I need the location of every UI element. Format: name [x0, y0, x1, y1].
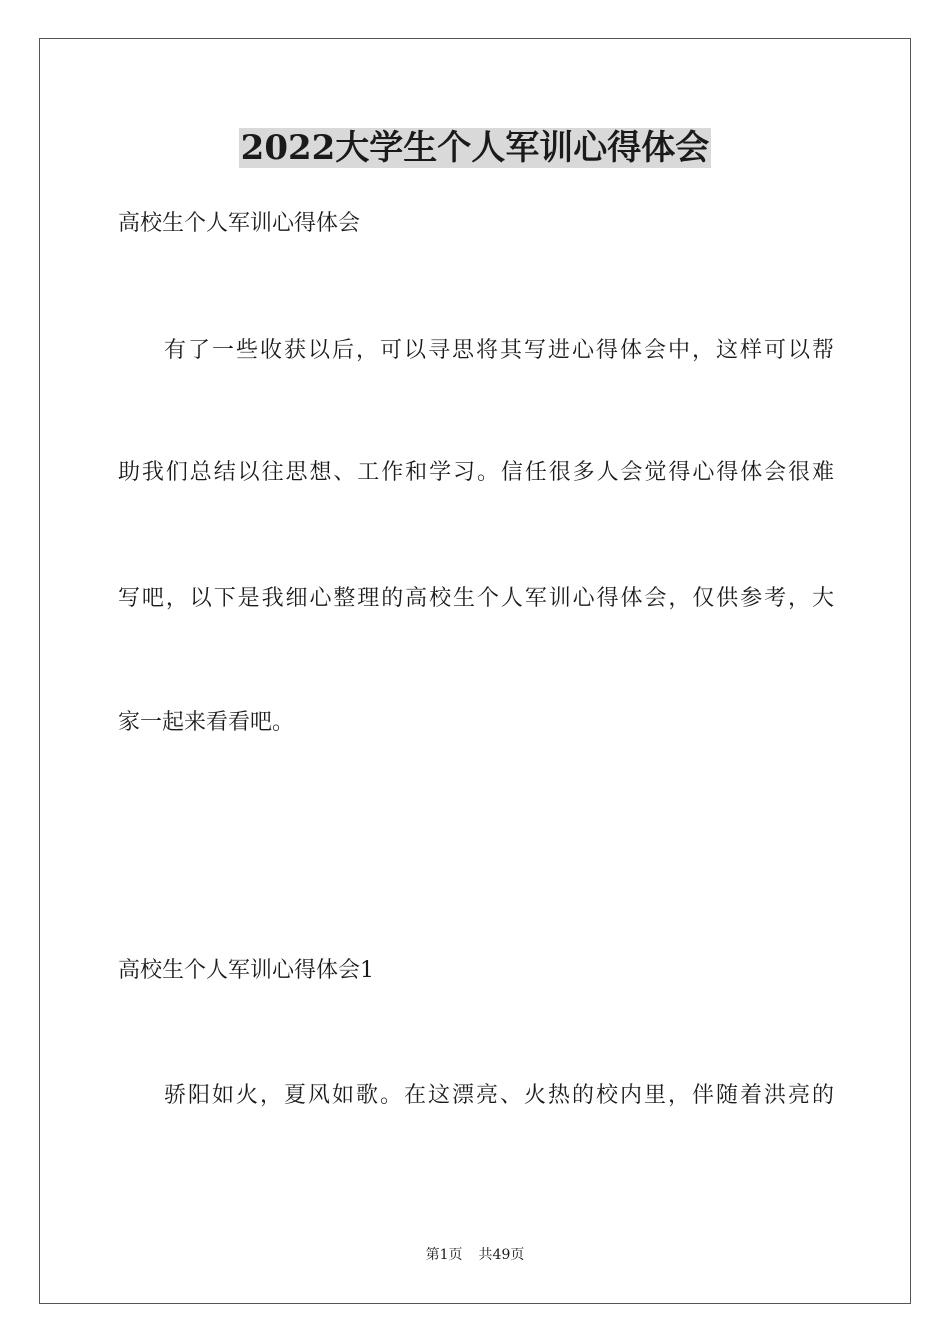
intro-paragraph-line: 有了一些收获以后，可以寻思将其写进心得体会中，这样可以帮	[164, 338, 834, 363]
intro-paragraph-line: 家一起来看看吧。	[118, 710, 295, 735]
section-heading: 高校生个人军训心得体会1	[118, 958, 374, 983]
document-title	[0, 124, 950, 172]
section-paragraph-line: 骄阳如火，夏风如歌。在这漂亮、火热的校内里，伴随着洪亮的	[164, 1083, 834, 1108]
document-title-text: 2022大学生个人军训心得体会	[240, 128, 710, 168]
page-total: 共49页	[478, 1247, 525, 1263]
page-number: 第1页	[425, 1247, 463, 1263]
page-footer	[0, 1245, 950, 1265]
intro-paragraph-line: 写吧，以下是我细心整理的高校生个人军训心得体会，仅供参考，大	[118, 586, 834, 611]
document-subtitle: 高校生个人军训心得体会	[118, 211, 361, 236]
intro-paragraph-line: 助我们总结以往思想、工作和学习。信任很多人会觉得心得体会很难	[118, 460, 834, 485]
